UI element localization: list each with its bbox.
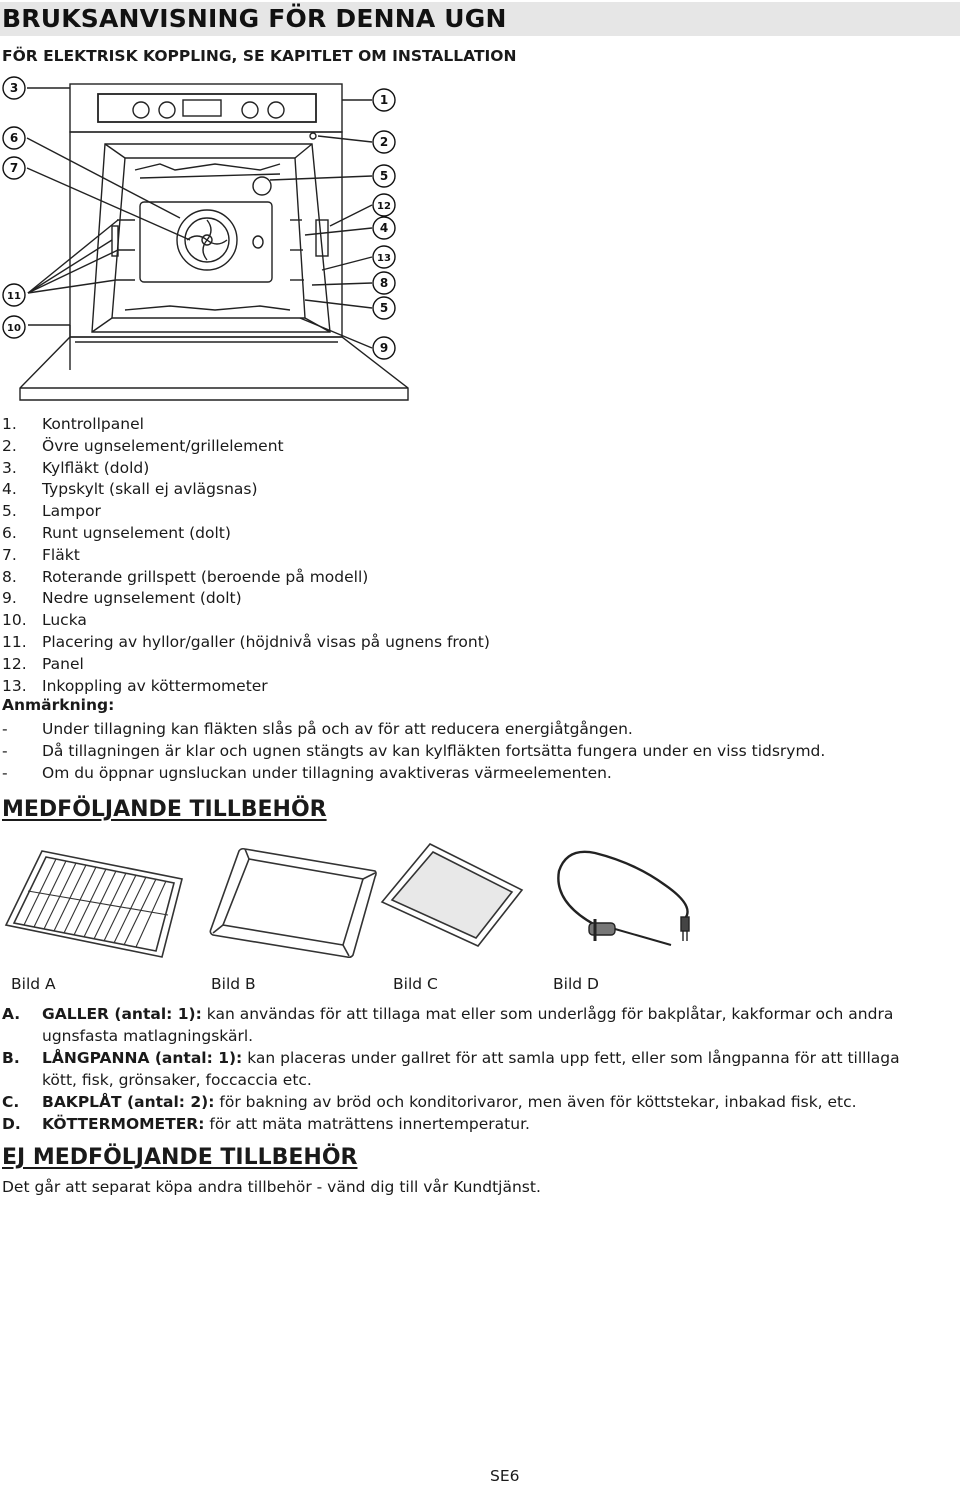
callout-10: 10 xyxy=(7,323,21,334)
callout-8: 8 xyxy=(379,276,389,290)
list-item: 1. Kontrollpanel xyxy=(2,415,144,433)
list-item: 9. Nedre ugnselement (dolt) xyxy=(2,589,242,608)
list-item: 13. Inkoppling av köttermometer xyxy=(2,676,268,695)
callout-11: 11 xyxy=(7,291,21,302)
figure-label-c: Bild C xyxy=(393,975,438,993)
page-subtitle: FÖR ELEKTRISK KOPPLING, SE KAPITLET OM INSTALLATION xyxy=(2,47,517,65)
page-number: SE6 xyxy=(490,1467,520,1485)
list-item: 2. Övre ugnselement/grillelement xyxy=(2,436,284,455)
accessories-list xyxy=(2,1003,932,1135)
list-item: 12. Panel xyxy=(2,654,84,673)
oven-diagram xyxy=(0,70,420,405)
accessories-heading: MEDFÖLJANDE TILLBEHÖR xyxy=(2,797,327,822)
callout-4: 4 xyxy=(379,221,389,235)
parts-list xyxy=(2,414,490,697)
not-included-heading: EJ MEDFÖLJANDE TILLBEHÖR xyxy=(2,1145,358,1170)
list-item: 10. Lucka xyxy=(2,611,87,630)
note-item: - Om du öppnar ugnsluckan under tillagning avaktiveras värmeelementen. xyxy=(2,764,612,782)
callout-6: 6 xyxy=(9,131,19,145)
baking-tray-image xyxy=(378,838,528,950)
note-item: - Under tillagning kan fläkten slås på och av för att reducera energiåtgången. xyxy=(2,720,633,738)
accessory-item: D. KÖTTERMOMETER: för att mäta maträttens innertemperatur. xyxy=(2,1115,530,1133)
callout-1: 1 xyxy=(379,93,389,107)
figure-label-a: Bild A xyxy=(11,975,56,993)
callout-5-bottom: 5 xyxy=(379,301,389,315)
wire-rack-image xyxy=(2,845,187,960)
list-item: 5. Lampor xyxy=(2,502,101,521)
notes-list xyxy=(2,718,825,784)
figure-label-b: Bild B xyxy=(211,975,256,993)
drip-tray-image xyxy=(205,843,380,961)
callout-3: 3 xyxy=(9,81,19,95)
figure-label-d: Bild D xyxy=(553,975,599,993)
list-item: 11. Placering av hyllor/galler (höjdnivå visas på ugnens front) xyxy=(2,632,490,651)
accessory-item: B. LÅNGPANNA (antal: 1): kan placeras under gallret för att samla upp fett, eller som långpanna för att tilllaga kött, fisk, grönsaker, foccaccia etc. xyxy=(2,1049,900,1089)
callout-2: 2 xyxy=(379,135,389,149)
accessory-item: C. BAKPLÅT (antal: 2): för bakning av bröd och konditorivaror, men även för köttstekar, inbakad fisk, etc. xyxy=(2,1093,857,1111)
accessory-item: A. GALLER (antal: 1): kan användas för att tillaga mat eller som underlågg för bakplåtar, kakformar och andra ugnsfasta matlagningskärl. xyxy=(2,1005,894,1045)
meat-thermometer-image xyxy=(545,845,725,955)
note-item: - Då tillagningen är klar och ugnen stängts av kan kylfläkten fortsätta fungera under en viss tidsrymd. xyxy=(2,742,826,760)
callout-12: 12 xyxy=(377,201,391,212)
list-item: 6. Runt ugnselement (dolt) xyxy=(2,523,231,542)
list-item: 3. Kylfläkt (dold) xyxy=(2,458,150,477)
list-item: 7. Fläkt xyxy=(2,545,80,564)
notes-title: Anmärkning: xyxy=(2,696,115,714)
list-item: 4. Typskylt (skall ej avlägsnas) xyxy=(2,480,258,499)
not-included-text: Det går att separat köpa andra tillbehör - vänd dig till vår Kundtjänst. xyxy=(2,1178,541,1196)
list-item: 8. Roterande grillspett (beroende på modell) xyxy=(2,567,369,586)
page-title: BRUKSANVISNING FÖR DENNA UGN xyxy=(2,4,507,33)
callout-5-top: 5 xyxy=(379,169,389,183)
callout-7: 7 xyxy=(9,161,19,175)
callout-13: 13 xyxy=(377,253,391,264)
callout-9: 9 xyxy=(379,341,389,355)
title-bar xyxy=(0,2,960,36)
